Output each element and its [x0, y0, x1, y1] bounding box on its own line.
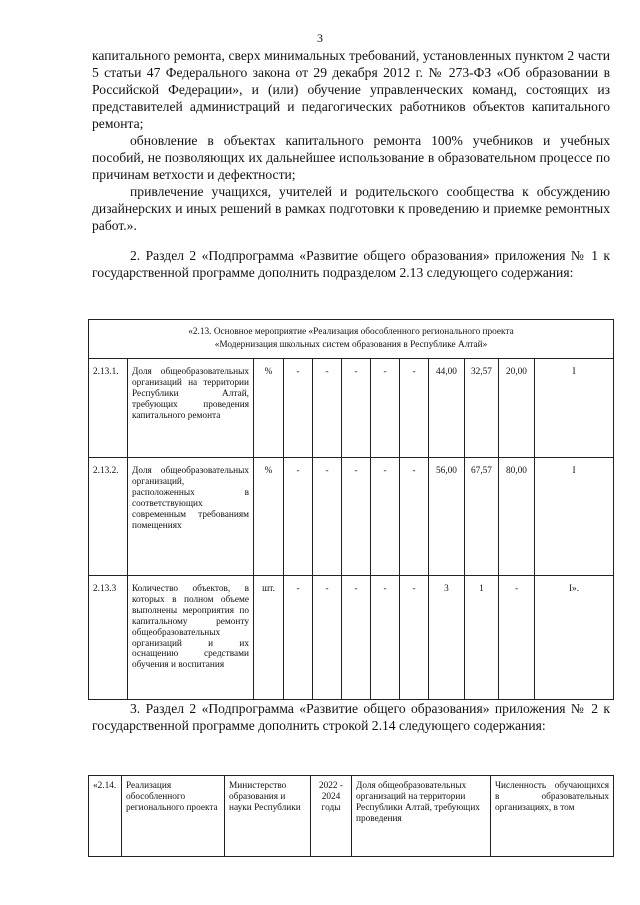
- row-number: «2.14.: [89, 776, 122, 857]
- row-number: 2.13.1.: [89, 359, 128, 458]
- indicator-name: Доля общеобразовательных организаций, расположенных в соответствующих современным требованиям помещениях: [128, 458, 254, 576]
- table-row: [89, 359, 614, 458]
- value-cell: 56,00: [429, 458, 465, 576]
- value-cell: 20,00: [499, 359, 535, 458]
- value-cell: 1: [465, 576, 499, 700]
- mark-cell: I».: [535, 576, 614, 700]
- paragraph-textbooks: обновление в объектах капитального ремонта 100% учебников и учебных пособий, не позволяющих их дальнейшее использование в образовательном процессе по причинам ветхости и дефектности;: [92, 133, 610, 182]
- header-line-1: «2.13. Основное мероприятие «Реализация обособленного регионального проекта: [188, 327, 514, 337]
- value-cell: -: [313, 359, 342, 458]
- period: 2022 - 2024 годы: [311, 776, 352, 857]
- indicator: Доля общеобразовательных организаций на территории Республики Алтай, требующих проведения: [352, 776, 491, 857]
- value-cell: -: [342, 576, 371, 700]
- value-cell: -: [371, 359, 400, 458]
- value-cell: 67,57: [465, 458, 499, 576]
- value-cell: -: [284, 458, 313, 576]
- value-cell: -: [400, 359, 429, 458]
- value-cell: -: [284, 576, 313, 700]
- unit: %: [254, 359, 284, 458]
- indicators-table: [88, 319, 614, 700]
- paragraph-amendment-2: 2. Раздел 2 «Подпрограмма «Развитие общего образования» приложения № 1 к государственной программе дополнить подразделом 2.13 следующего содержания:: [92, 248, 610, 280]
- body-text-section-2: [92, 247, 610, 281]
- table-header-row: [89, 320, 614, 359]
- value-cell: -: [342, 359, 371, 458]
- event-name: Реализация обособленного регионального проекта: [122, 776, 225, 857]
- body-text-section-3: [92, 700, 610, 734]
- header-line-2: «Модернизация школьных систем образования в Республике Алтай»: [214, 340, 488, 350]
- indicator-name: Количество объектов, в которых в полном объеме выполнены мероприятия по капитальному ремонту общеобразовательных организаций и их оснащению средствами обучения и воспитания: [128, 576, 254, 700]
- table-row: [89, 576, 614, 700]
- table-row: [89, 776, 614, 857]
- value-cell: 80,00: [499, 458, 535, 576]
- value-cell: -: [284, 359, 313, 458]
- unit: %: [254, 458, 284, 576]
- row-number: 2.13.3: [89, 576, 128, 700]
- page-number: 3: [317, 31, 323, 45]
- value-cell: -: [499, 576, 535, 700]
- paragraph-renovation-continued: капитального ремонта, сверх минимальных требований, установленных пунктом 2 части 5 статьи 47 Федерального закона от 29 декабря 2012 г. № 273-ФЗ «Об образовании в Российской Федерации», и (или) обучение управленческих команд, состоящих из представителей администраций и педагогических работников объектов капитального ремонта;: [92, 48, 610, 131]
- value-cell: 44,00: [429, 359, 465, 458]
- mark-cell: I: [535, 458, 614, 576]
- indicator-name: Доля общеобразовательных организаций на территории Республики Алтай, требующих проведения капитального ремонта: [128, 359, 254, 458]
- value-cell: -: [400, 458, 429, 576]
- program-row-table: [88, 775, 614, 857]
- unit: шт.: [254, 576, 284, 700]
- paragraph-community: привлечение учащихся, учителей и родительского сообщества к обсуждению дизайнерских и иных решений в рамках подготовки к проведению и приемке ремонтных работ.».: [92, 184, 610, 233]
- result: Численность обучающихся в образовательных организациях, в том: [491, 776, 614, 857]
- value-cell: 3: [429, 576, 465, 700]
- executor: Министерство образования и науки Республики: [225, 776, 311, 857]
- value-cell: -: [313, 458, 342, 576]
- row-number: 2.13.2.: [89, 458, 128, 576]
- value-cell: -: [400, 576, 429, 700]
- mark-cell: I: [535, 359, 614, 458]
- table-row: [89, 458, 614, 576]
- value-cell: -: [371, 458, 400, 576]
- value-cell: -: [342, 458, 371, 576]
- table-section-header: [89, 320, 614, 359]
- value-cell: -: [371, 576, 400, 700]
- body-text-top: [92, 47, 610, 234]
- paragraph-amendment-3: 3. Раздел 2 «Подпрограмма «Развитие общего образования» приложения № 2 к государственной программе дополнить строкой 2.14 следующего содержания:: [92, 701, 610, 733]
- value-cell: -: [313, 576, 342, 700]
- value-cell: 32,57: [465, 359, 499, 458]
